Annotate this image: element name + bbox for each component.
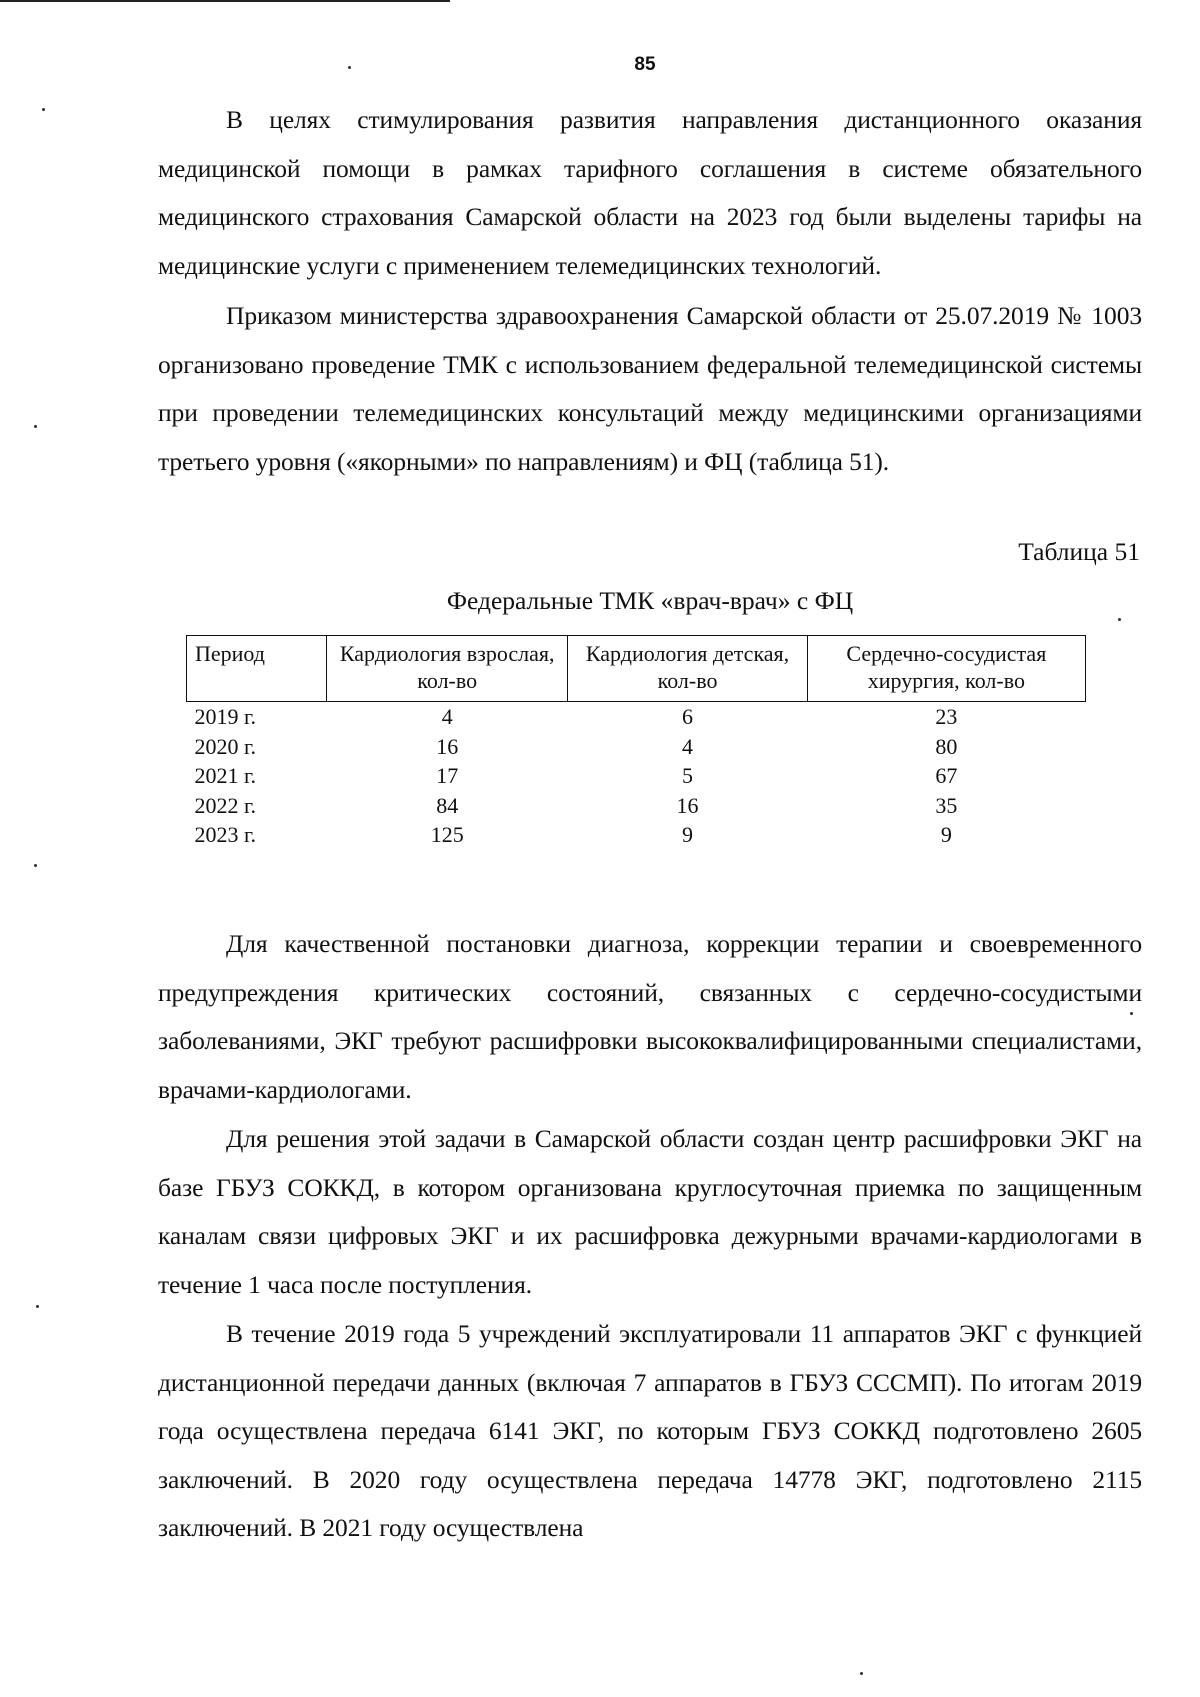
header-cardiology-adult: Кардиология взрослая, кол-во [327,636,568,702]
row-cardiology-adult: 84 [436,792,459,818]
table-label: Таблица 51 [1018,537,1140,566]
row-cardiology-child: 5 [682,763,694,788]
table-title: Федеральные ТМК «врач-врач» с ФЦ [446,586,854,615]
row-surgery: 35 [935,792,958,818]
scan-speck [1118,618,1121,621]
row-period: 2019 г. [194,704,257,729]
row-cardiology-adult: 16 [436,733,459,759]
row-period: 2021 г. [194,763,257,788]
table-row [187,702,1086,732]
row-cardiology-adult: 17 [436,763,459,788]
federal-tmk-table [186,635,1086,850]
row-period: 2022 г. [194,792,257,818]
header-period: Период [187,636,327,702]
row-period: 2020 г. [194,733,257,759]
row-surgery: 67 [935,763,958,788]
scan-speck [1130,1012,1133,1015]
paragraph-ecg-decoding-need: Для качественной постановки диагноза, коррекции терапии и своевременного предупреждения критических состояний, связанных с сердечно-сосудистыми заболеваниями, ЭКГ требуют расшифровки высококвалифицированными специалистами, врачами-кардиологами. [158,929,1142,1104]
paragraph-ecg-statistics: В течение 2019 года 5 учреждений эксплуатировали 11 аппаратов ЭКГ с функцией дистанционной передачи данных (включая 7 аппаратов в ГБУЗ СССМП). По итогам 2019 года осуществлена передача 6141 ЭКГ, по которым ГБУЗ СОККД подготовлено 2605 заключений. В 2020 году осуществлена передача 14778 ЭКГ, подготовлено 2115 заключений. В 2021 году осуществлена [158,1319,1142,1542]
row-surgery: 9 [940,822,952,847]
row-surgery: 23 [935,704,958,729]
row-cardiology-child: 4 [682,733,694,759]
scan-speck [860,1672,863,1675]
table-row [187,732,1086,762]
paragraph-ministry-order: Приказом министерства здравоохранения Самарской области от 25.07.2019 № 1003 организовано проведение ТМК с использованием федеральной телемедицинской системы при проведении телемедицинских консультаций между медицинскими организациями третьего уровня («якорными» по направлениям) и ФЦ (таблица 51). [158,301,1142,476]
scan-speck [42,108,45,111]
table-row [187,791,1086,821]
table-row [187,820,1086,850]
row-cardiology-child: 6 [682,704,694,729]
scan-speck [34,425,37,428]
page-number: 85 [634,54,656,75]
table-header-row [187,636,1086,702]
row-cardiology-child: 9 [682,822,694,847]
row-cardiology-adult: 125 [430,822,464,847]
header-cardiology-child: Кардиология детская, кол-во [568,636,807,702]
scan-speck [34,864,37,867]
scan-speck [348,66,351,69]
paragraph-telemedicine-tariffs: В целях стимулирования развития направления дистанционного оказания медицинской помощи в рамках тарифного соглашения в системе обязательного медицинского страхования Самарской области на 2023 год были выделены тарифы на медицинские услуги с применением телемедицинских технологий. [158,105,1142,280]
paragraph-ecg-center: Для решения этой задачи в Самарской области создан центр расшифровки ЭКГ на базе ГБУЗ СОККД, в котором организована круглосуточная приемка по защищенным каналам связи цифровых ЭКГ и их расшифровка дежурными врачами-кардиологами в течение 1 часа после поступления. [158,1124,1142,1299]
row-period: 2023 г. [194,822,257,847]
row-cardiology-adult: 4 [441,704,453,729]
scan-edge-line [0,0,450,2]
row-cardiology-child: 16 [676,792,699,818]
table-row [187,761,1086,791]
scan-speck [36,1305,39,1308]
header-cardiovascular-surgery: Сердечно-сосудистая хирургия, кол-во [807,636,1085,702]
row-surgery: 80 [935,733,958,759]
